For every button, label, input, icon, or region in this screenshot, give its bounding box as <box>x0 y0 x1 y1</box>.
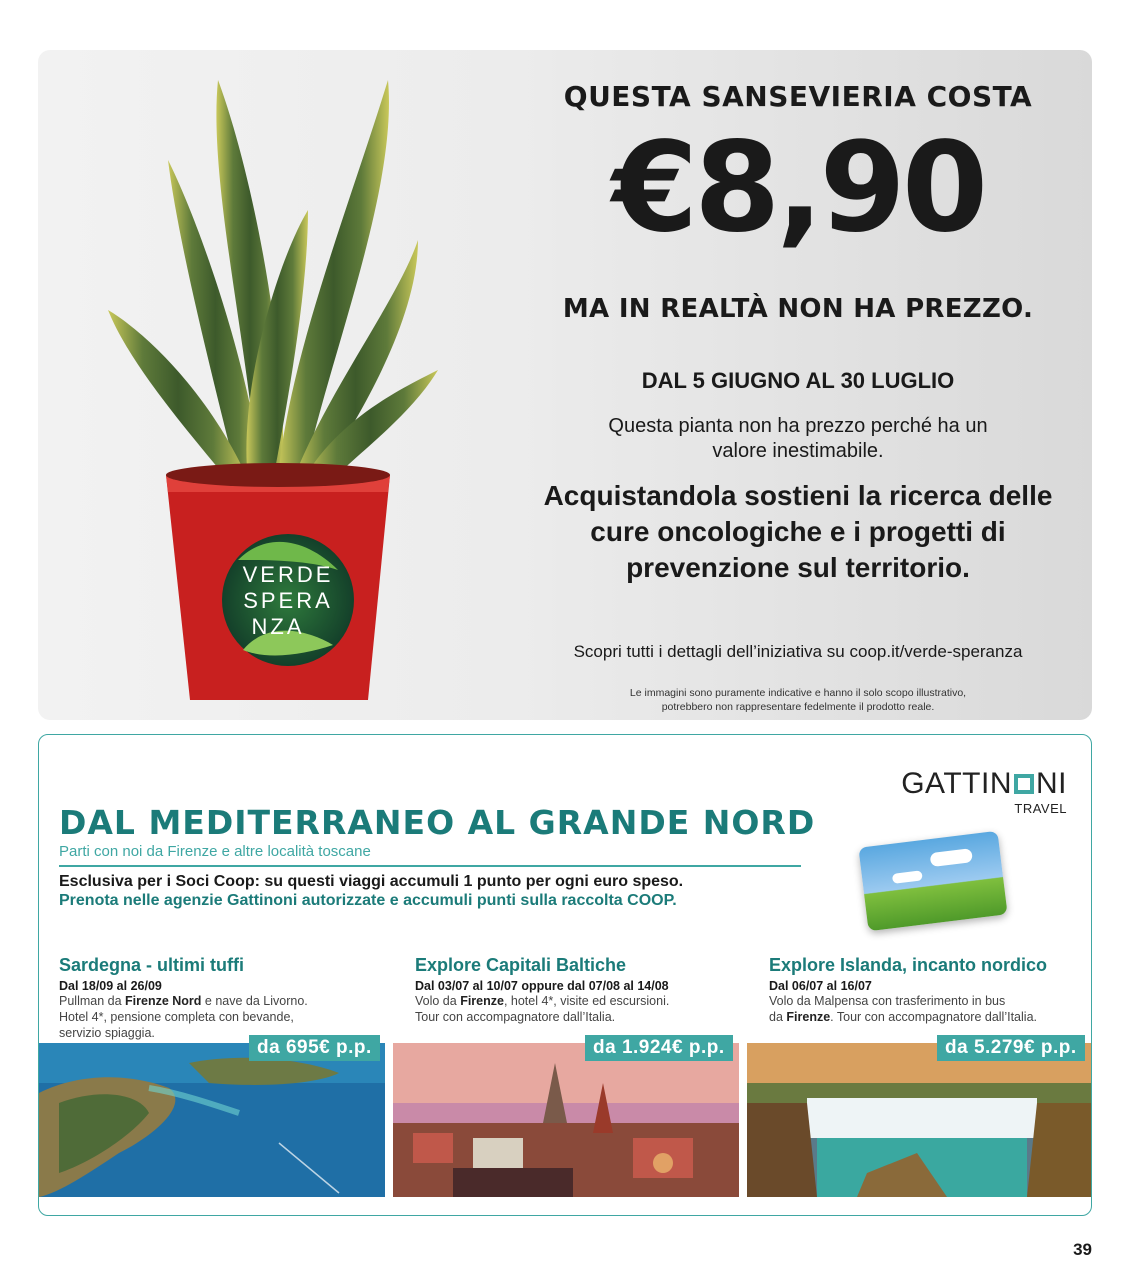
travel-subtitle: Parti con noi da Firenze e altre località toscane <box>59 843 371 860</box>
trip-title: Sardegna - ultimi tuffi <box>59 955 245 975</box>
pot-label-line-2: SPERA <box>243 588 333 613</box>
travel-title: DAL MEDITERRANEO AL GRANDE NORD <box>59 803 816 842</box>
trip-title: Explore Capitali Baltiche <box>415 955 627 975</box>
coop-card-image <box>858 831 1007 931</box>
price-tag-islanda: da 5.279€ p.p. <box>937 1035 1085 1061</box>
logo-text-left: GATTIN <box>901 767 1012 800</box>
baltiche-photo <box>393 1043 739 1197</box>
promo-intro: Questa pianta non ha prezzo perché ha un valore inestimabile. <box>608 415 988 462</box>
title-divider <box>59 865 801 867</box>
travel-offers-box <box>38 734 1092 1216</box>
logo-square-icon <box>1014 774 1034 794</box>
trip-title: Explore Islanda, incanto nordico <box>769 955 1048 975</box>
promo-headline: QUESTA SANSEVIERIA COSTA <box>563 80 1033 113</box>
trip-card-baltiche <box>415 955 761 1025</box>
promo-dates: DAL 5 GIUGNO AL 30 LUGLIO <box>641 368 955 393</box>
booking-note: Prenota nelle agenzie Gattinoni autorizzate e accumuli punti sulla raccolta COOP. <box>59 892 677 909</box>
trip-description: Pullman da Firenze Nord e nave da Livorno. Hotel 4*, pensione completa con bevande, servizio spiaggia. <box>59 994 308 1040</box>
price-tag-baltiche: da 1.924€ p.p. <box>585 1035 733 1061</box>
trip-dates: Dal 18/09 al 26/09 <box>59 979 162 993</box>
pot-label-line-3: NZA <box>251 614 305 639</box>
promo-text-block <box>538 50 1058 720</box>
exclusive-note: Esclusiva per i Soci Coop: su questi viaggi accumuli 1 punto per ogni euro speso. <box>59 873 684 890</box>
promo-details-link-text: Scopri tutti i dettagli dell’iniziativa su coop.it/verde-speranza <box>573 642 1023 661</box>
trip-dates: Dal 06/07 al 16/07 <box>769 979 872 993</box>
page-number: 39 <box>1073 1240 1092 1259</box>
sardegna-photo <box>39 1043 385 1197</box>
trip-description: Volo da Firenze, hotel 4*, visite ed escursioni. Tour con accompagnatore dall’Italia. <box>415 994 670 1024</box>
trip-description: Volo da Malpensa con trasferimento in bus da Firenze. Tour con accompagnatore dall’Italia. <box>769 994 1037 1024</box>
promo-price: €8,90 <box>611 116 985 260</box>
gattinoni-logo <box>901 767 1067 816</box>
logo-subtitle: TRAVEL <box>1014 801 1067 816</box>
promo-subheadline: MA IN REALTÀ NON HA PREZZO. <box>562 294 1034 324</box>
promo-disclaimer: Le immagini sono puramente indicative e hanno il solo scopo illustrativo, potrebbero non rappresentare fedelmente il prodotto reale. <box>629 687 967 713</box>
islanda-photo <box>747 1043 1091 1197</box>
promo-claim: Acquistandola sostieni la ricerca delle cure oncologiche e i progetti di prevenzione sul territorio. <box>543 480 1053 583</box>
trip-card-islanda <box>769 955 1115 1025</box>
trip-card-sardegna <box>59 955 405 1041</box>
sansevieria-plant-image <box>98 60 458 720</box>
pot-label-line-1: VERDE <box>242 562 334 587</box>
promo-panel <box>38 50 1092 720</box>
logo-text-right: NI <box>1036 767 1067 800</box>
price-tag-sardegna: da 695€ p.p. <box>249 1035 380 1061</box>
trip-dates: Dal 03/07 al 10/07 oppure dal 07/08 al 14/08 <box>415 979 669 993</box>
